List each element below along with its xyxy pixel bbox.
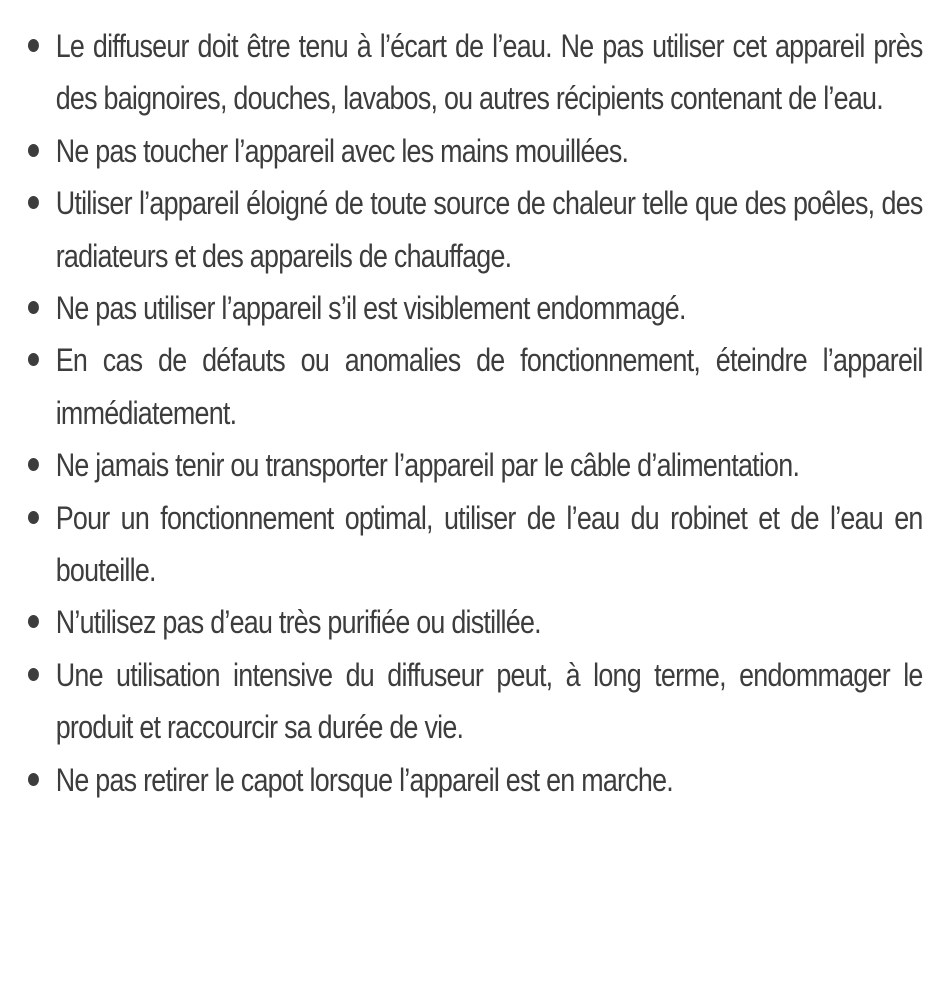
bullet-icon	[28, 773, 39, 786]
safety-instructions-page	[28, 20, 923, 980]
list-item	[28, 282, 923, 334]
bullet-icon	[28, 353, 39, 366]
list-item-text: Le diffuseur doit être tenu à l’écart de l’eau. Ne pas utiliser cet appareil près des baignoires, douches, lavabos, ou autres récipients contenant de l’eau.	[55, 28, 923, 117]
safety-instructions-list	[28, 20, 923, 806]
list-item-text: En cas de défauts ou anomalies de fonctionnement, éteindre l’appareil immédiatement.	[55, 342, 923, 431]
list-item-text: Une utilisation intensive du diffuseur peut, à long terme, endommager le produit et raccourcir sa durée de vie.	[55, 656, 923, 746]
bullet-icon	[28, 144, 39, 157]
list-item	[28, 754, 923, 806]
bullet-icon	[28, 615, 39, 628]
list-item-text: Ne pas retirer le capot lorsque l’appareil est en marche.	[55, 761, 674, 798]
list-item-text: Ne pas toucher l’appareil avec les mains mouillées.	[55, 132, 629, 169]
list-item-text: N’utilisez pas d’eau très purifiée ou distillée.	[55, 604, 541, 641]
bullet-icon	[28, 458, 39, 471]
list-item	[28, 439, 923, 491]
list-item	[28, 20, 923, 125]
bullet-icon	[28, 301, 39, 314]
list-item	[28, 125, 923, 177]
bullet-icon	[28, 511, 39, 524]
list-item-text: Utiliser l’appareil éloigné de toute source de chaleur telle que des poêles, des radiateurs et des appareils de chauffage.	[55, 185, 923, 274]
list-item	[28, 492, 923, 597]
list-item	[28, 596, 923, 648]
bullet-icon	[28, 196, 39, 209]
list-item-text: Ne jamais tenir ou transporter l’appareil par le câble d’alimentation.	[55, 447, 800, 484]
bullet-icon	[28, 39, 39, 52]
list-item	[28, 334, 923, 439]
bullet-icon	[28, 668, 39, 681]
list-item	[28, 177, 923, 282]
list-item	[28, 649, 923, 754]
list-item-text: Pour un fonctionnement optimal, utiliser de l’eau du robinet et de l’eau en bouteille.	[55, 499, 923, 589]
list-item-text: Ne pas utiliser l’appareil s’il est visiblement endommagé.	[55, 290, 686, 327]
